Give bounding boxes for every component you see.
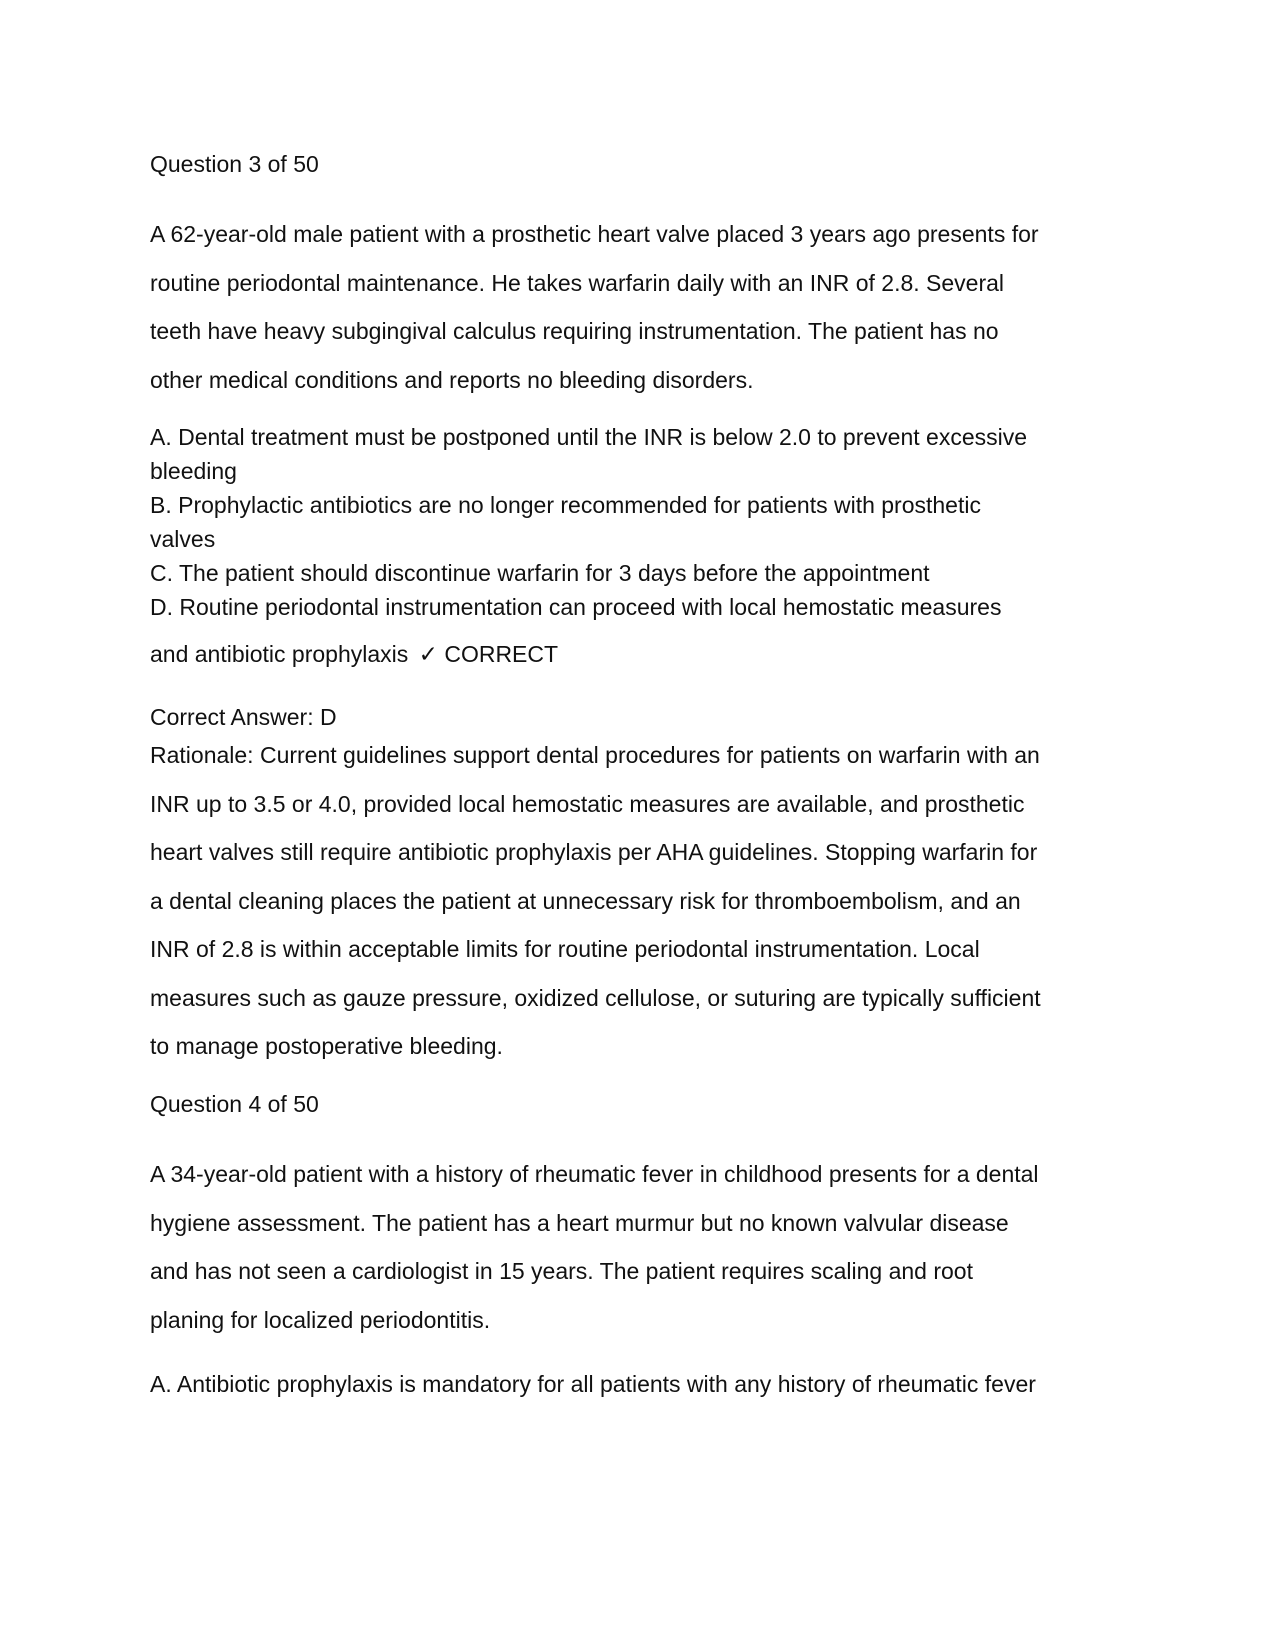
- rationale-line: INR of 2.8 is within acceptable limits for routine periodontal instrumentation. Local: [150, 936, 980, 962]
- stem-line: A 62-year-old male patient with a prosthetic heart valve placed 3 years ago presents for: [150, 221, 1039, 247]
- rationale-line: INR up to 3.5 or 4.0, provided local hemostatic measures are available, and prosthetic: [150, 790, 1025, 817]
- question-3-options: [150, 420, 1140, 624]
- question-4-stem: [150, 1150, 1140, 1344]
- stem-line: A 34-year-old patient with a history of rheumatic fever in childhood presents for a dental: [150, 1161, 1039, 1187]
- rationale-line: measures such as gauze pressure, oxidized cellulose, or suturing are typically sufficient: [150, 984, 1041, 1011]
- stem-line: other medical conditions and reports no bleeding disorders.: [150, 366, 754, 393]
- question-heading-text: Question 4 of 50: [150, 1091, 319, 1117]
- option-a-continued: bleeding: [150, 458, 237, 484]
- correct-answer-text: Correct Answer: D: [150, 704, 337, 730]
- question-3-heading: [150, 140, 1140, 189]
- question-4-heading: [150, 1080, 1140, 1129]
- correct-check-mark: ✓ CORRECT: [418, 641, 559, 667]
- question-4-options: [150, 1360, 1140, 1409]
- stem-line: teeth have heavy subgingival calculus requiring instrumentation. The patient has no: [150, 318, 999, 344]
- rationale: [150, 731, 1140, 1071]
- rationale-line: heart valves still require antibiotic prophylaxis per AHA guidelines. Stopping warfarin for: [150, 839, 1038, 865]
- stem-line: and has not seen a cardiologist in 15 years. The patient requires scaling and root: [150, 1258, 973, 1284]
- stem-line: hygiene assessment. The patient has a heart murmur but no known valvular disease: [150, 1209, 1009, 1236]
- option-d-tail: and antibiotic prophylaxis: [150, 641, 409, 667]
- stem-line: routine periodontal maintenance. He takes warfarin daily with an INR of 2.8. Several: [150, 269, 1005, 296]
- option-d-continued: [150, 630, 1140, 679]
- option-a: A. Antibiotic prophylaxis is mandatory for all patients with any history of rheumatic fever: [150, 1371, 1036, 1397]
- option-d: D. Routine periodontal instrumentation can proceed with local hemostatic measures: [150, 594, 1002, 620]
- option-b-continued: valves: [150, 526, 216, 552]
- correct-answer: [150, 700, 1140, 734]
- rationale-line: to manage postoperative bleeding.: [150, 1033, 503, 1059]
- option-c: C. The patient should discontinue warfarin for 3 days before the appointment: [150, 560, 930, 586]
- rationale-line: a dental cleaning places the patient at unnecessary risk for thromboembolism, and an: [150, 887, 1021, 914]
- stem-line: planing for localized periodontitis.: [150, 1306, 491, 1333]
- rationale-line: Rationale: Current guidelines support dental procedures for patients on warfarin with an: [150, 742, 1040, 768]
- question-3-stem: [150, 210, 1140, 404]
- option-b: B. Prophylactic antibiotics are no longer recommended for patients with prosthetic: [150, 492, 981, 518]
- option-a: A. Dental treatment must be postponed until the INR is below 2.0 to prevent excessive: [150, 424, 1028, 450]
- question-heading-text: Question 3 of 50: [150, 151, 319, 177]
